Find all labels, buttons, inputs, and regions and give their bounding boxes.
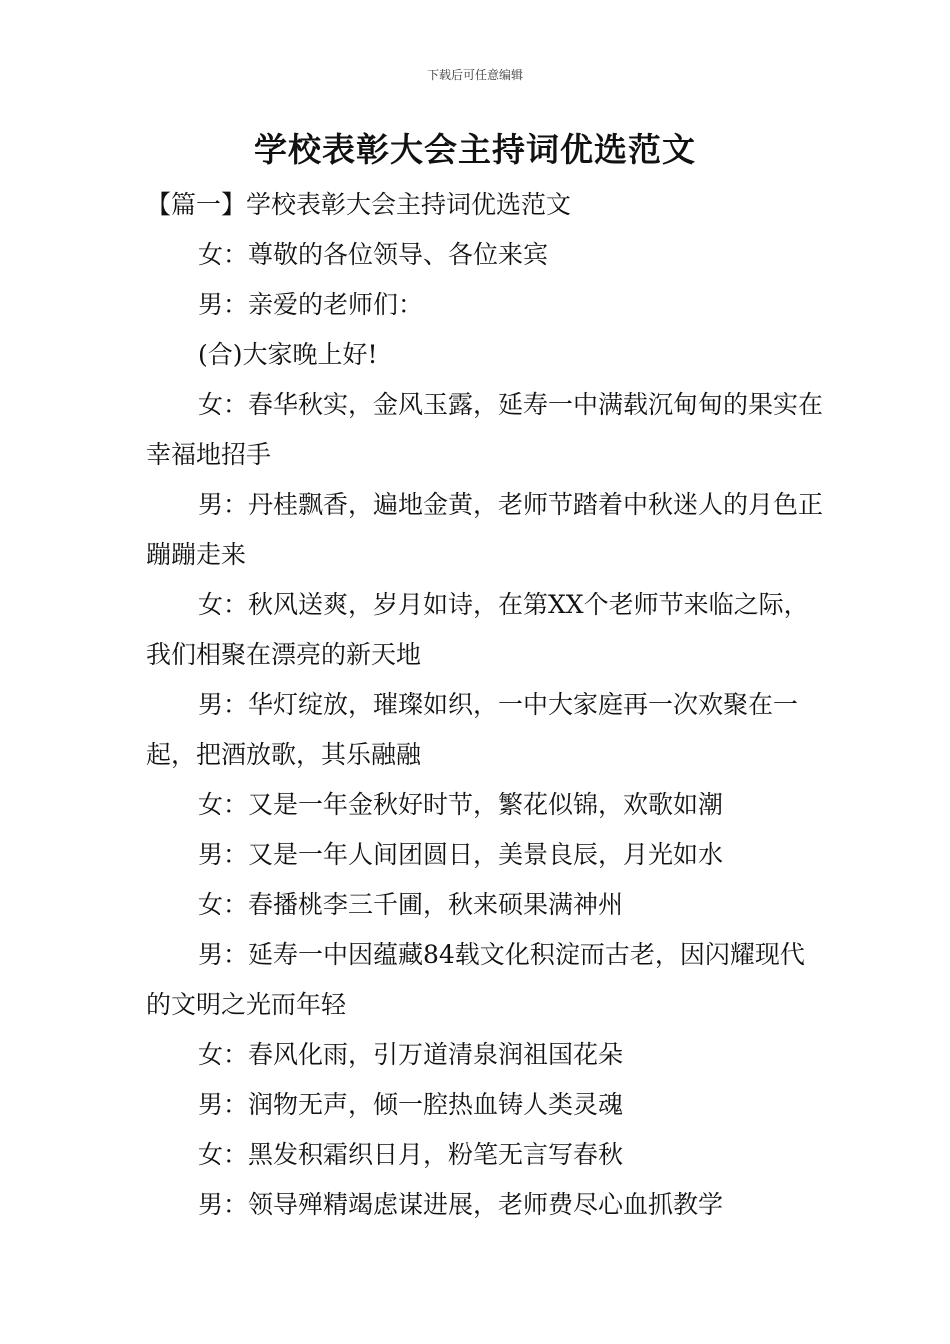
paragraph: 女：春风化雨，引万道清泉润祖国花朵: [198, 1040, 624, 1069]
paragraph: 男：华灯绽放，璀璨如织，一中大家庭再一次欢聚在一起，把酒放歌，其乐融融: [146, 690, 799, 769]
paragraph: 女：黑发积霜织日月，粉笔无言写春秋: [198, 1140, 624, 1169]
paragraph: 女：又是一年金秋好时节，繁花似锦，欢歌如潮: [198, 790, 724, 819]
paragraph: 女：秋风送爽，岁月如诗，在第XX个老师节来临之际，我们相聚在漂亮的新天地: [146, 590, 809, 669]
paragraph: 女：尊敬的各位领导、各位来宾: [198, 240, 549, 269]
paragraph: 女：春华秋实，金风玉露，延寿一中满载沉甸甸的果实在幸福地招手: [146, 390, 824, 469]
document-title: 学校表彰大会主持词优选范文: [254, 130, 696, 169]
document-body: [146, 180, 826, 1230]
paragraph: 男：丹桂飘香，遍地金黄，老师节踏着中秋迷人的月色正蹦蹦走来: [146, 490, 824, 569]
section-heading: 【篇一】学校表彰大会主持词优选范文: [146, 190, 572, 219]
paragraph: 女：春播桃李三千圃，秋来硕果满神州: [198, 890, 624, 919]
paragraph: 男：又是一年人间团圆日，美景良辰，月光如水: [198, 840, 724, 869]
page-header-note: 下载后可任意编辑: [426, 68, 523, 82]
paragraph: 男：延寿一中因蕴藏84载文化积淀而古老，因闪耀现代的文明之光而年轻: [146, 940, 805, 1019]
paragraph: 男：亲爱的老师们：: [198, 290, 424, 319]
paragraph: 男：润物无声，倾一腔热血铸人类灵魂: [198, 1090, 624, 1119]
paragraph: 男：领导殚精竭虑谋进展，老师费尽心血抓教学: [198, 1190, 724, 1219]
paragraph: (合)大家晚上好!: [198, 340, 378, 369]
